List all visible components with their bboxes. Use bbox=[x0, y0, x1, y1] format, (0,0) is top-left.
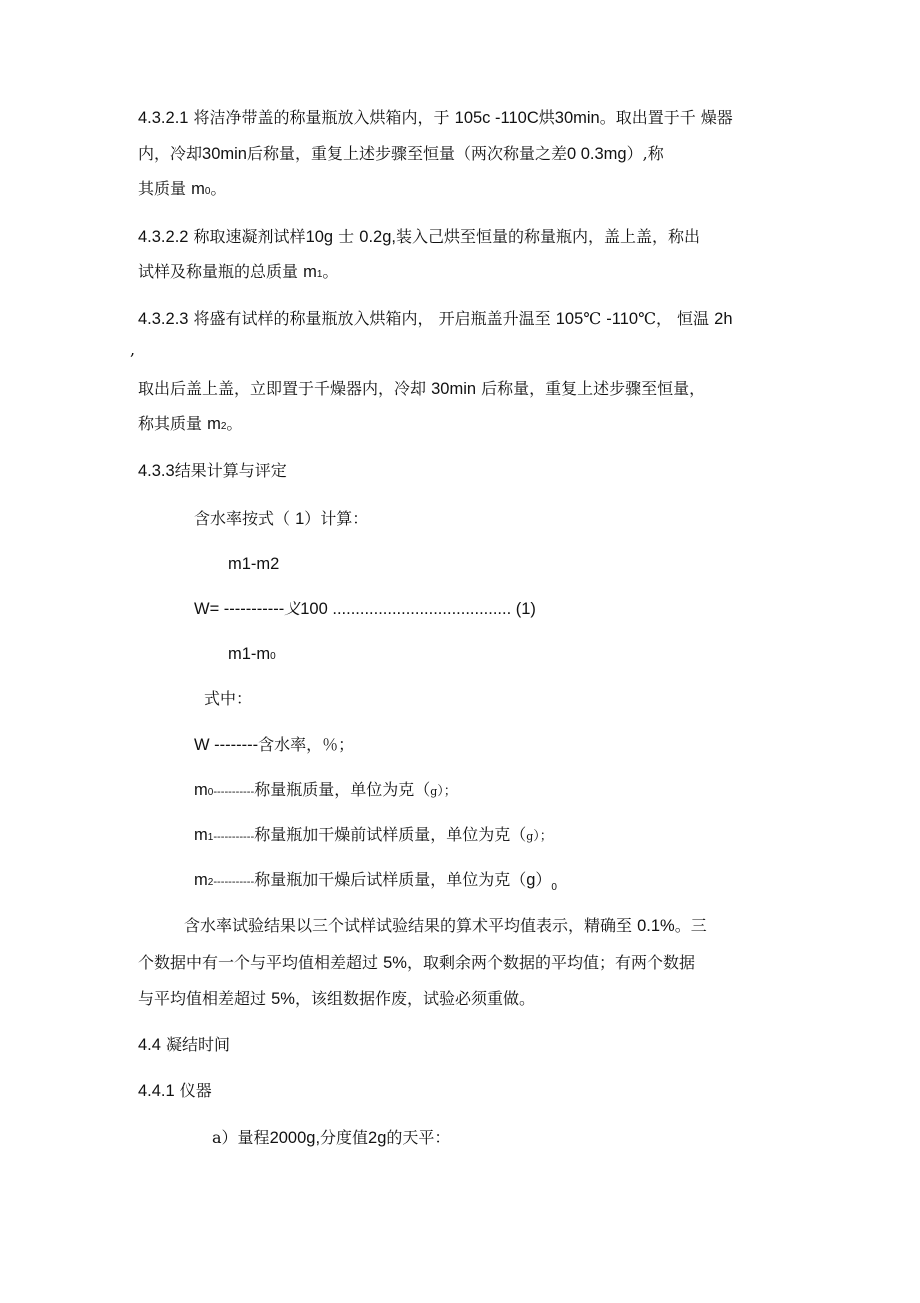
heading-4-4-1: 4.4.1 仪器 bbox=[138, 1081, 212, 1100]
formula-intro: 含水率按式（ 1）计算： bbox=[194, 509, 369, 528]
def-m1: m1-----------称量瓶加干燥前试样质量，单位为克（g）； bbox=[194, 825, 553, 844]
heading-4-3-3: 4.3.3结果计算与评定 bbox=[138, 461, 287, 480]
list-item-a: a）量程2000g,分度值2g的天平： bbox=[212, 1128, 451, 1147]
para-4322-line2: 试样及称量瓶的总质量 m1。 bbox=[138, 262, 339, 281]
def-w: W --------含水率，％； bbox=[194, 735, 355, 754]
para-4321-line2: 内，冷却30min后称量，重复上述步骤至恒量（两次称量之差0 0.3mg）,称 bbox=[138, 144, 664, 163]
def-m0: m0-----------称量瓶质量，单位为克（g）； bbox=[194, 780, 457, 799]
formula-main: W= -----------义100 ....................................... (1) bbox=[194, 599, 536, 618]
result-line1: 含水率试验结果以三个试样试验结果的算术平均值表示，精确至 0.1%。三 bbox=[184, 916, 707, 935]
where-label: 式中： bbox=[204, 689, 253, 708]
para-4323-line2: 取出后盖上盖，立即置于千燥器内，冷却 30min 后称量，重复上述步骤至恒量， bbox=[138, 379, 706, 398]
para-4323-line3: 称其质量 m2。 bbox=[138, 414, 243, 433]
stray-comma: , bbox=[130, 340, 136, 359]
formula-numerator: m1-m2 bbox=[228, 555, 280, 573]
heading-4-4: 4.4 凝结时间 bbox=[138, 1035, 231, 1054]
result-line3: 与平均值相差超过 5%，该组数据作废，试验必须重做。 bbox=[138, 989, 535, 1008]
formula-denominator: m1-m0 bbox=[228, 645, 276, 663]
def-m2: m2-----------称量瓶加干燥后试样质量，单位为克$(g)_0$ bbox=[194, 870, 557, 893]
para-4321-line3: 其质量 m0。 bbox=[138, 179, 227, 198]
result-line2: 个数据中有一个与平均值相差超过 5%，取剩余两个数据的平均值；有两个数据 bbox=[138, 953, 695, 972]
para-4322-line1: 4.3.2.2 称取速凝剂试样10g 士 0.2g,装入己烘至恒量的称量瓶内，盖上盖，称出 bbox=[138, 227, 700, 246]
para-4323-line1: 4.3.2.3 将盛有试样的称量瓶放入烘箱内， 开启瓶盖升温至 105℃ -110℃， 恒温 2h bbox=[138, 309, 733, 328]
para-4321-line1: 4.3.2.1 将洁净带盖的称量瓶放入烘箱内，于 105c -110C烘30min。取出置于千 燥器 bbox=[138, 108, 733, 127]
